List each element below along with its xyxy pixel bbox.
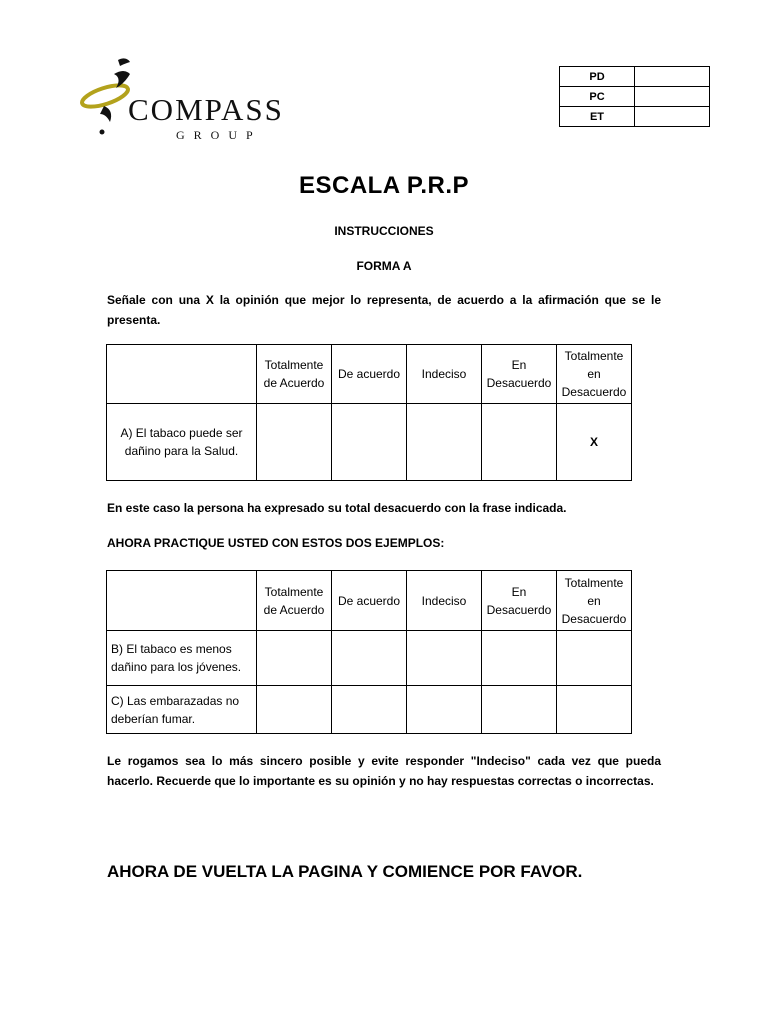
answer-cell — [332, 404, 407, 481]
company-logo — [78, 52, 318, 144]
header-totally-disagree: Totalmente en Desacuerdo — [557, 571, 632, 631]
statement-cell: A) El tabaco puede ser dañino para la Salud. — [107, 404, 257, 481]
score-row — [560, 67, 710, 87]
logo-wordmark: COMPASS — [128, 92, 284, 127]
score-label: PD — [560, 67, 635, 87]
answer-cell[interactable] — [482, 686, 557, 734]
statement-cell: C) Las embarazadas no deberían fumar. — [107, 686, 257, 734]
answer-cell[interactable] — [257, 631, 332, 686]
form-label: FORMA A — [356, 259, 412, 273]
header-totally-agree: Totalmente de Acuerdo — [257, 345, 332, 404]
practice-heading: AHORA PRACTIQUE USTED CON ESTOS DOS EJEMPLOS: — [107, 536, 445, 550]
score-value — [635, 67, 710, 87]
instructions-heading: INSTRUCCIONES — [334, 224, 434, 238]
header-agree: De acuerdo — [332, 345, 407, 404]
header-row — [107, 571, 632, 631]
header-row — [107, 345, 632, 404]
answer-cell[interactable] — [482, 631, 557, 686]
example-table — [106, 344, 632, 481]
answer-cell — [257, 404, 332, 481]
score-value — [635, 107, 710, 127]
header-empty-cell — [107, 571, 257, 631]
header-totally-agree: Totalmente de Acuerdo — [257, 571, 332, 631]
final-instruction: AHORA DE VUELTA LA PAGINA Y COMIENCE POR FAVOR. — [107, 862, 583, 881]
answer-cell[interactable] — [332, 686, 407, 734]
answer-cell[interactable] — [257, 686, 332, 734]
header-agree: De acuerdo — [332, 571, 407, 631]
answer-cell[interactable] — [557, 686, 632, 734]
answer-cell — [482, 404, 557, 481]
answer-cell[interactable] — [407, 686, 482, 734]
logo-subtitle: GROUP — [176, 128, 262, 142]
statement-cell: B) El tabaco es menos dañino para los jóvenes. — [107, 631, 257, 686]
score-row — [560, 107, 710, 127]
page-title: ESCALA P.R.P — [298, 172, 470, 199]
score-row — [560, 87, 710, 107]
answer-cell[interactable] — [332, 631, 407, 686]
answer-cell — [407, 404, 482, 481]
score-label: ET — [560, 107, 635, 127]
table-row — [107, 631, 632, 686]
table-row — [107, 686, 632, 734]
example-note: En este caso la persona ha expresado su total desacuerdo con la frase indicada. — [107, 501, 567, 515]
score-label: PC — [560, 87, 635, 107]
header-empty-cell — [107, 345, 257, 404]
header-disagree: En Desacuerdo — [482, 345, 557, 404]
score-value — [635, 87, 710, 107]
intro-text: Señale con una X la opinión que mejor lo representa, de acuerdo a la afirmación que se le presenta. — [107, 293, 661, 327]
answer-cell[interactable] — [557, 631, 632, 686]
table-row — [107, 404, 632, 481]
closing-text: Le rogamos sea lo más sincero posible y evite responder "Indeciso" cada vez que pueda hacerlo. Recuerde que lo importante es su opinión y no hay respuestas correctas o incorrectas. — [107, 754, 661, 788]
score-box — [559, 66, 710, 127]
answer-cell[interactable] — [407, 631, 482, 686]
practice-table — [106, 570, 632, 734]
header-totally-disagree: Totalmente en Desacuerdo — [557, 345, 632, 404]
header-undecided: Indeciso — [407, 345, 482, 404]
answer-mark: X — [557, 404, 632, 481]
header-disagree: En Desacuerdo — [482, 571, 557, 631]
header-undecided: Indeciso — [407, 571, 482, 631]
